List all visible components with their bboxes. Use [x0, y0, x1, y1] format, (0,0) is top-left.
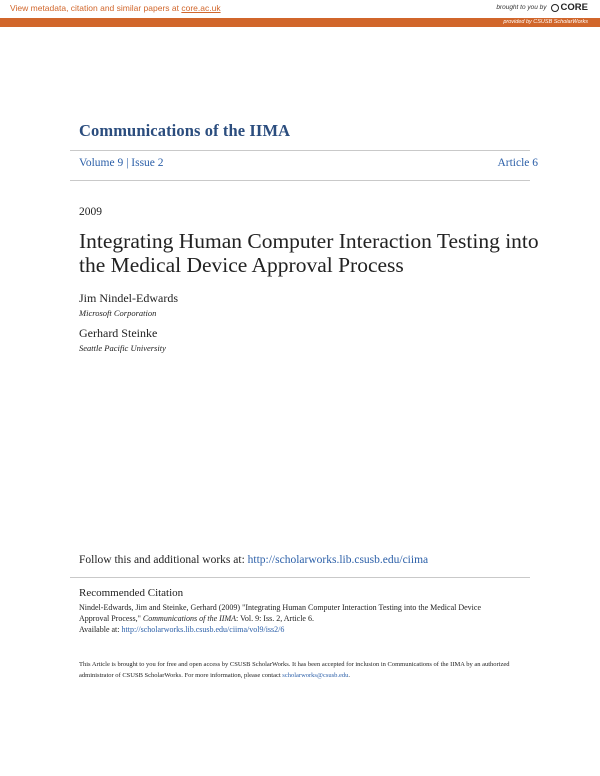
access-notice-end: .	[348, 672, 351, 679]
citation-line-1: Nindel-Edwards, Jim and Steinke, Gerhard (2009) "Integrating Human Computer Interaction Testing into the Medical Device	[79, 603, 482, 612]
follow-label: Follow this and additional works at:	[79, 554, 248, 566]
author-name[interactable]: Gerhard Steinke	[79, 326, 158, 340]
follow-link[interactable]: http://scholarworks.lib.csusb.edu/ciima	[247, 554, 429, 566]
available-link[interactable]: http://scholarworks.lib.csusb.edu/ciima/vol9/iss2/6	[121, 625, 285, 634]
follow-line	[79, 554, 428, 566]
core-logo-text: CORE	[560, 2, 588, 13]
provided-by-bar	[0, 18, 600, 27]
recommended-citation-text	[79, 602, 529, 635]
available-label: Available at:	[79, 625, 122, 634]
access-notice	[79, 659, 529, 681]
volume-issue-line	[79, 157, 164, 169]
brought-by-text: brought to you by	[496, 4, 547, 11]
core-ac-uk-link[interactable]: core.ac.uk	[181, 3, 221, 13]
citation-journal: Communications of the IIMA	[142, 614, 237, 623]
article-title: Integrating Human Computer Interaction Testing into the Medical Device Approval Process	[79, 229, 539, 277]
recommended-citation-heading: Recommended Citation	[79, 587, 184, 599]
divider-top	[70, 150, 530, 151]
core-metadata-link[interactable]	[10, 3, 221, 13]
issue-link[interactable]: Issue 2	[131, 157, 164, 169]
provided-by-text[interactable]: provided by CSUSB ScholarWorks	[503, 19, 588, 25]
core-logo-icon	[551, 4, 559, 12]
volume-separator: |	[126, 157, 129, 169]
volume-link[interactable]: Volume 9	[79, 157, 124, 169]
publication-year: 2009	[79, 206, 102, 218]
author-name[interactable]: Jim Nindel-Edwards	[79, 291, 178, 305]
author-2	[79, 326, 166, 353]
author-affiliation: Seattle Pacific University	[79, 343, 166, 353]
journal-title[interactable]: Communications of the IIMA	[79, 121, 291, 140]
core-logo[interactable]	[551, 2, 588, 13]
access-notice-text: This Article is brought to you for free and open access by CSUSB ScholarWorks. It has been accepted for inclusion in Communications of the IIMA by an authorized administrator of CSUSB ScholarWorks. For more information, please contact	[79, 661, 510, 679]
contact-email-link[interactable]: scholarworks@csusb.edu	[282, 672, 349, 679]
divider-bottom	[70, 577, 530, 578]
core-banner	[0, 0, 600, 18]
brought-to-you-by	[496, 2, 588, 13]
citation-line-2b: : Vol. 9: Iss. 2, Article 6.	[236, 614, 314, 623]
citation-line-2a: Approval Process,"	[79, 614, 143, 623]
core-link-prefix: View metadata, citation and similar papers at	[10, 3, 182, 13]
divider-middle	[70, 180, 530, 181]
author-affiliation: Microsoft Corporation	[79, 308, 157, 318]
author-1	[79, 291, 178, 318]
article-link[interactable]: Article 6	[497, 157, 538, 169]
